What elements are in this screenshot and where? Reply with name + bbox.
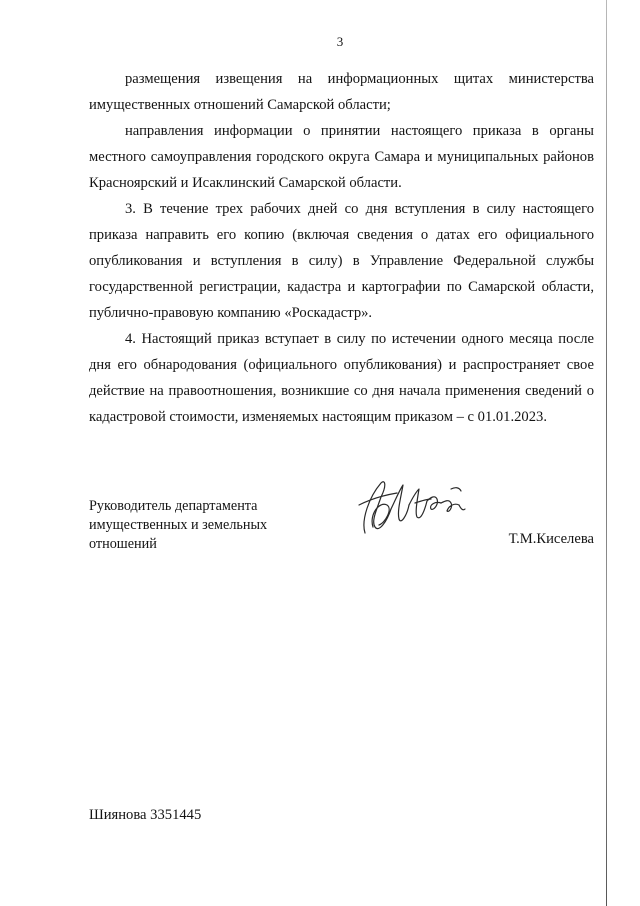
paragraph-item-4: 4. Настоящий приказ вступает в силу по истечении одного месяца после дня его обнародования (официального опубликования) и распространяет свое действие на правоотношения, возникшие со дня начала применения сведений о кадастровой стоимости, изменяемых настоящим приказом – с 01.01.2023. — [89, 331, 594, 425]
executor-contact: Шиянова 3351445 — [89, 807, 202, 823]
signer-name: Т.М.Киселева — [508, 531, 594, 547]
handwritten-signature — [351, 475, 471, 539]
signer-position-line: отношений — [89, 536, 157, 552]
signer-position-line: Руководитель департамента — [89, 498, 258, 514]
signer-position — [89, 497, 309, 554]
signature-block — [89, 497, 594, 557]
signer-position-line: имущественных и земельных — [89, 517, 268, 533]
paragraph-notice-boards: размещения извещения на информационных щитах министерства имущественных отношений Самарской области; — [89, 71, 594, 113]
paragraph-send-to-authorities: направления информации о принятии настоящего приказа в органы местного самоуправления городского округа Самара и муниципальных районов Красноярский и Исаклинский Самарской области. — [89, 123, 594, 191]
scan-edge-line — [606, 0, 607, 906]
page-number: 3 — [336, 34, 344, 49]
paragraph-item-3: 3. В течение трех рабочих дней со дня вступления в силу настоящего приказа направить его копию (включая сведения о датах его официального опубликования и вступления в силу) в Управление Федеральной службы государственной регистрации, кадастра и картографии по Самарской области, публично-правовую компанию «Роскадастр». — [89, 201, 594, 321]
document-body — [89, 66, 594, 430]
